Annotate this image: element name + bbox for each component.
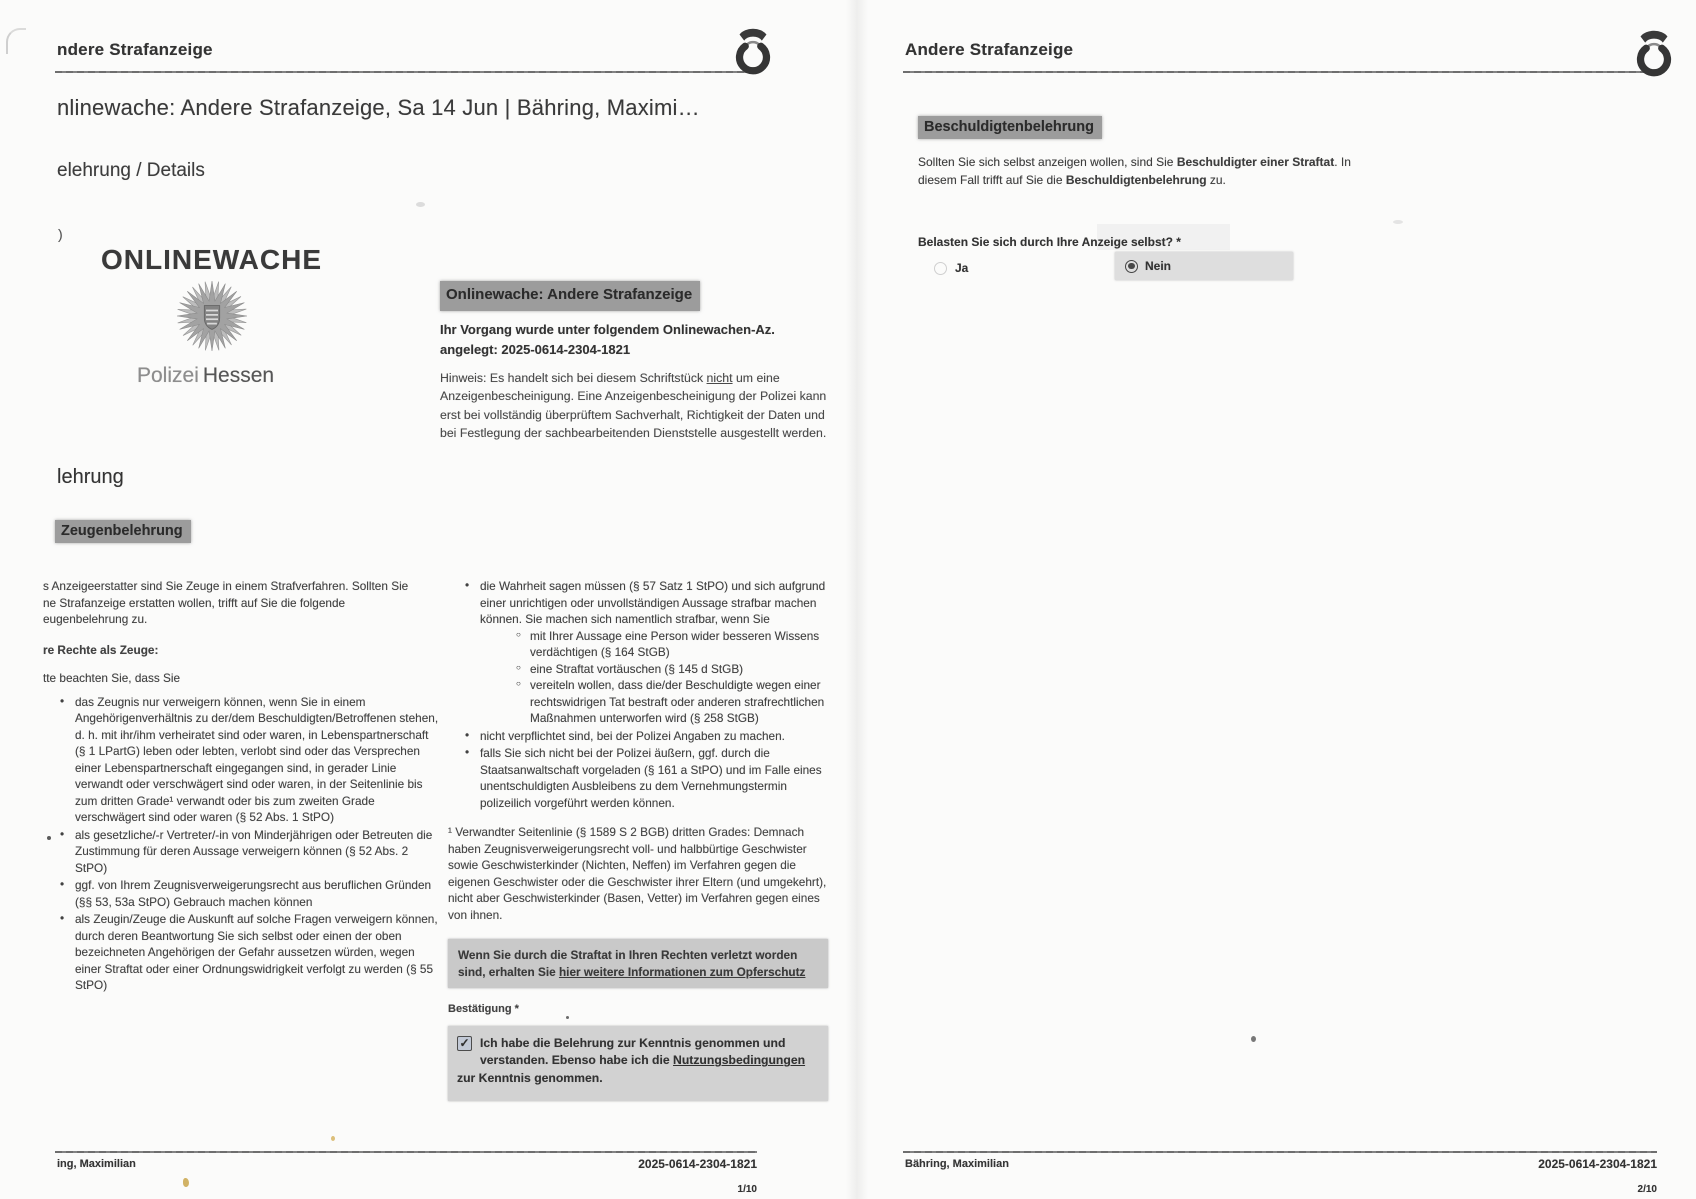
terms-of-use-link[interactable]: Nutzungsbedingungen xyxy=(673,1053,806,1068)
cut-off-character: ) xyxy=(58,226,63,242)
page-fold-shadow xyxy=(846,0,868,1199)
sub-list-item: ○ vereiteln wollen, dass die/der Beschuldigte wegen einer rechtswidrigen Tat bestraft oder anderen strafrechtlichen Maßnahmen unterworfen wird (§ 258 StGB) xyxy=(516,677,828,727)
list-item: • als gesetzliche/-r Vertreter/-in von Minderjährigen oder Betreuten die Zustimmung für deren Aussage verweigern können (§ 52 Abs. 2 StPO) xyxy=(60,827,439,877)
list-item: • falls Sie sich nicht bei der Polizei äußern, ggf. durch die Staatsanwaltschaft vorgeladen (§ 161 a StPO) und im Falle eines unentschuldigten Ausbleibens zu dem Vernehmungstermin polizeilich vorgeführt werden können. xyxy=(465,745,828,811)
onlinewache-o-icon xyxy=(1633,24,1675,80)
scan-corner-mark xyxy=(6,28,26,54)
brand-caption-polizei: Polizei xyxy=(137,364,199,387)
case-number-line: Ihr Vorgang wurde unter folgendem Onlinewachen-Az. angelegt: 2025-0614-2304-1821 xyxy=(440,321,775,357)
scan-smudge xyxy=(416,202,425,207)
section-heading-belehrung: lehrung xyxy=(57,466,124,488)
scan-stain xyxy=(183,1178,189,1187)
list-item: • ggf. von Ihrem Zeugnisverweigerungsrecht aus beruflichen Gründen (§§ 53, 53a StPO) Gebrauch machen können xyxy=(60,877,439,910)
witness-section-header: Zeugenbelehrung xyxy=(55,520,191,543)
page1-running-header: ndere Strafanzeige xyxy=(57,40,213,59)
footer-page-number: 1/10 xyxy=(737,1184,757,1195)
checked-checkbox-icon[interactable]: ✓ xyxy=(457,1036,472,1051)
list-item: • als Zeugin/Zeuge die Auskunft auf solche Fragen verweigern können, durch deren Beantwortung Sie sich selbst oder einen der oben bezeichneten Angehörigen der Gefahr aussetzen würden, wegen einer Straftat oder einer Ordnungswidrigkeit verfolgt zu werden (§ 55 StPO) xyxy=(60,911,439,994)
accused-section-header: Beschuldigtenbelehrung xyxy=(918,116,1102,139)
sub-list-item: ○ mit Ihrer Aussage eine Person wider besseren Wissens verdächtigen (§ 164 StGB) xyxy=(516,628,828,661)
document-title: nlinewache: Andere Strafanzeige, Sa 14 Jun | Bähring, Maximi… xyxy=(57,95,700,120)
option-nein[interactable] xyxy=(1115,252,1293,280)
self-incrimination-question: Belasten Sie sich durch Ihre Anzeige selbst? * xyxy=(918,235,1181,249)
footer-reporter-name: ing, Maximilian xyxy=(57,1158,136,1170)
case-note: Hinweis: Es handelt sich bei diesem Schriftstück nicht um eine Anzeigenbescheinigung. Eine Anzeigenbescheinigung der Polizei kann erst bei vollständig überprüftem Sachverhalt, Richtigkeit der Daten und bei Festlegung der sachbearbeitenden Dienststelle ausgestellt werden. xyxy=(440,370,827,441)
list-item: • nicht verpflichtet sind, bei der Polizei Angaben zu machen. xyxy=(465,728,828,745)
case-box-header: Onlinewache: Andere Strafanzeige xyxy=(440,281,700,311)
onlinewache-wordmark: ONLINEWACHE xyxy=(101,244,322,275)
footer-page-number: 2/10 xyxy=(1637,1184,1657,1195)
radio-unselected-icon[interactable] xyxy=(934,262,947,275)
brand-caption-hessen: Hessen xyxy=(202,364,275,387)
footnote: ¹ Verwandter Seitenlinie (§ 1589 S 2 BGB) dritten Grades: Demnach haben Zeugnisverweigerungsrecht voll- und halbbürtige Geschwister sowie Geschwisterkinder (Nichten, Neffen) im Verfahren gegen die eigenen Geschwister oder die Geschwister ihrer Eltern (und umgekehrt), nicht aber Geschwisterkinder (Basen, Vetter) im Verfahren gegen eines von ihnen. xyxy=(448,825,827,922)
accused-paragraph: Sollten Sie sich selbst anzeigen wollen, sind Sie Beschuldigter einer Straftat. In diesem Fall trifft auf Sie die Beschuldigtenbelehrung zu. xyxy=(918,155,1351,187)
rights-heading: re Rechte als Zeuge: xyxy=(43,642,159,657)
list-item: • die Wahrheit sagen müssen (§ 57 Satz 1 StPO) und sich aufgrund einer unrichtigen oder unvollständigen Aussage strafbar machen können. Sie machen sich namentlich strafbar, wenn Sie ○ mit Ihrer Aussage eine Person wider besseren Wissens verdächtigen (§ 164 StGB) ○ eine Straftat vortäuschen (§ 145 d StGB) ○ vereiteln wollen, dass die/der Beschuldigte wegen einer rechtswidrigen Tat bestraft oder anderen strafrechtlichen Maßnahmen unterworfen wird (§ 258 StGB) xyxy=(465,578,828,727)
intro-line: eugenbelehrung zu. xyxy=(43,612,148,627)
note-line: tte beachten Sie, dass Sie xyxy=(43,671,181,686)
confirmation-box: ✓ Ich habe die Belehrung zur Kenntnis genommen und verstanden. Ebenso habe ich die Nutzungsbedingungen zur Kenntnis genommen. xyxy=(448,1026,828,1101)
breadcrumb: elehrung / Details xyxy=(57,160,205,181)
header-rule xyxy=(903,71,1657,73)
intro-line: ne Strafanzeige erstatten wollen, trifft auf Sie die folgende xyxy=(43,595,346,610)
radio-selected-icon[interactable] xyxy=(1125,260,1138,273)
option-nein-label: Nein xyxy=(1145,259,1172,273)
victim-protection-link[interactable]: hier weitere Informationen zum Opferschutz xyxy=(558,964,806,979)
victim-info-box: Wenn Sie durch die Straftat in Ihren Rechten verletzt worden sind, erhalten Sie hier weitere Informationen zum Opferschutz xyxy=(448,939,828,988)
footer-reporter-name: Bähring, Maximilian xyxy=(905,1158,1009,1170)
footer-case-number: 2025-0614-2304-1821 xyxy=(1538,1157,1657,1171)
list-item: • das Zeugnis nur verweigern können, wenn Sie in einem Angehörigenverhältnis zu der/dem Beschuldigten/Betroffenen stehen, d. h. mit ihr/ihm verheiratet sind oder waren, in Lebenspartnerschaft (§ 1 LPartG) leben oder lebten, verlobt sind oder das Versprechen einer Lebenspartnerschaft eingegangen sind, in gerader Linie verwandt oder verschwägert sind oder waren, in der Seitenlinie bis zum dritten Grade¹ verwandt oder bis zum zweiten Grade verschwägert sind oder waren (§ 52 Abs. 1 StPO) xyxy=(60,694,439,826)
option-ja-label: Ja xyxy=(955,261,969,275)
scan-speck xyxy=(566,1016,569,1019)
option-ja[interactable] xyxy=(934,261,968,275)
note-underlined-word: nicht xyxy=(706,370,733,385)
intro-line: s Anzeigeerstatter sind Sie Zeuge in einem Strafverfahren. Sollten Sie xyxy=(43,579,409,593)
scan-stain xyxy=(331,1136,335,1141)
scan-smudge xyxy=(1393,220,1403,224)
page2-running-header: Andere Strafanzeige xyxy=(905,40,1074,59)
footer-case-number: 2025-0614-2304-1821 xyxy=(638,1157,757,1171)
sub-list-item: ○ eine Straftat vortäuschen (§ 145 d StGB) xyxy=(516,661,828,678)
confirmation-label: Bestätigung * xyxy=(448,1003,519,1016)
scan-speck xyxy=(47,836,51,840)
scan-speck xyxy=(1251,1036,1256,1042)
footer-rule xyxy=(903,1151,1657,1153)
